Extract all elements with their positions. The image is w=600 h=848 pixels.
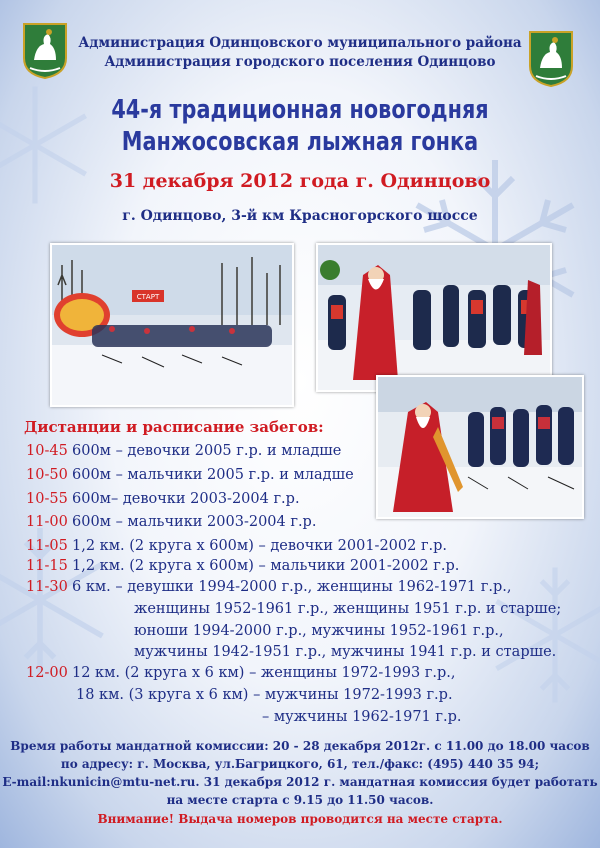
schedule-text: 6 км. – девушки 1994-2000 г.р., женщины 1962-1971 г.р.,	[72, 579, 512, 595]
footer-line-2: по адресу: г. Москва, ул.Багрицкого, 61, тел./факс: (495) 440 35 94;	[60, 757, 540, 771]
footer-warning: Внимание! Выдача номеров проводится на месте старта.	[97, 812, 503, 826]
schedule-time: 10-50	[26, 467, 68, 483]
schedule-time: 11-30	[26, 579, 68, 595]
schedule-time: 11-05	[26, 538, 68, 554]
schedule-time: 10-55	[26, 491, 68, 507]
schedule-text: 12 км. (2 круга х 6 км) – женщины 1972-1993 г.р.,	[72, 665, 456, 681]
schedule-text: 1,2 км. (2 круга х 600м) – девочки 2001-2002 г.р.	[72, 538, 448, 554]
footer-line-4: на месте старта с 9.15 до 11.50 часов.	[166, 793, 434, 807]
schedule-time: 11-00	[26, 514, 68, 530]
schedule-row	[26, 578, 511, 597]
schedule-text: 600м – мальчики 2005 г.р. и младше	[72, 467, 354, 483]
schedule-text: 1,2 км. (2 круга х 600м) – мальчики 2001-2002 г.р.	[72, 558, 460, 574]
schedule-row	[26, 466, 354, 485]
photo-father-frost	[316, 243, 552, 392]
admin-line-2: Администрация городского поселения Одинцово	[104, 54, 496, 70]
schedule-continuation: мужчины 1942-1951 г.р., мужчины 1941 г.р. и старше.	[134, 644, 557, 660]
schedule-continuation: юноши 1994-2000 г.р., мужчины 1952-1961 г.р.,	[134, 623, 504, 639]
schedule-row	[26, 490, 300, 509]
footer-line-1: Время работы мандатной комиссии: 20 - 28 декабря 2012г. с 11.00 до 18.00 часов	[10, 739, 590, 753]
schedule-text: 600м – девочки 2005 г.р. и младше	[72, 443, 342, 459]
start-banner-text: СТАРТ	[136, 293, 160, 301]
schedule-row	[26, 442, 341, 461]
event-date: 31 декабря 2012 года г. Одинцово	[109, 170, 491, 192]
schedule-continuation: 18 км. (3 круга х 6 км) – мужчины 1972-1993 г.р.	[76, 687, 453, 703]
footer-line-3: E-mail:nkunicin@mtu-net.ru. 31 декабря 2012 г. мандатная комиссия будет работать	[2, 775, 598, 789]
schedule-text: 600м – мальчики 2003-2004 г.р.	[72, 514, 317, 530]
schedule-text: 600м– девочки 2003-2004 г.р.	[72, 491, 300, 507]
schedule-time: 11-15	[26, 558, 68, 574]
schedule-time: 10-45	[26, 443, 68, 459]
schedule-time: 12-00	[26, 665, 68, 681]
schedule-row	[26, 557, 459, 576]
admin-line-1: Администрация Одинцовского муниципального района	[78, 35, 522, 51]
event-title-line-1: 44-я традиционная новогодняя	[111, 95, 489, 125]
schedule-row	[26, 513, 316, 532]
schedule-continuation: женщины 1952-1961 г.р., женщины 1951 г.р. и старше;	[134, 601, 562, 617]
photo-race	[376, 375, 584, 519]
schedule-row	[26, 537, 447, 556]
event-place: г. Одинцово, 3-й км Красногорского шоссе	[122, 208, 478, 224]
schedule-continuation: – мужчины 1962-1971 г.р.	[262, 709, 462, 725]
photo-ski-start	[50, 243, 294, 407]
schedule-heading: Дистанции и расписание забегов:	[24, 418, 324, 436]
schedule-row	[26, 664, 456, 683]
event-title-line-2: Манжосовская лыжная гонка	[121, 127, 479, 157]
